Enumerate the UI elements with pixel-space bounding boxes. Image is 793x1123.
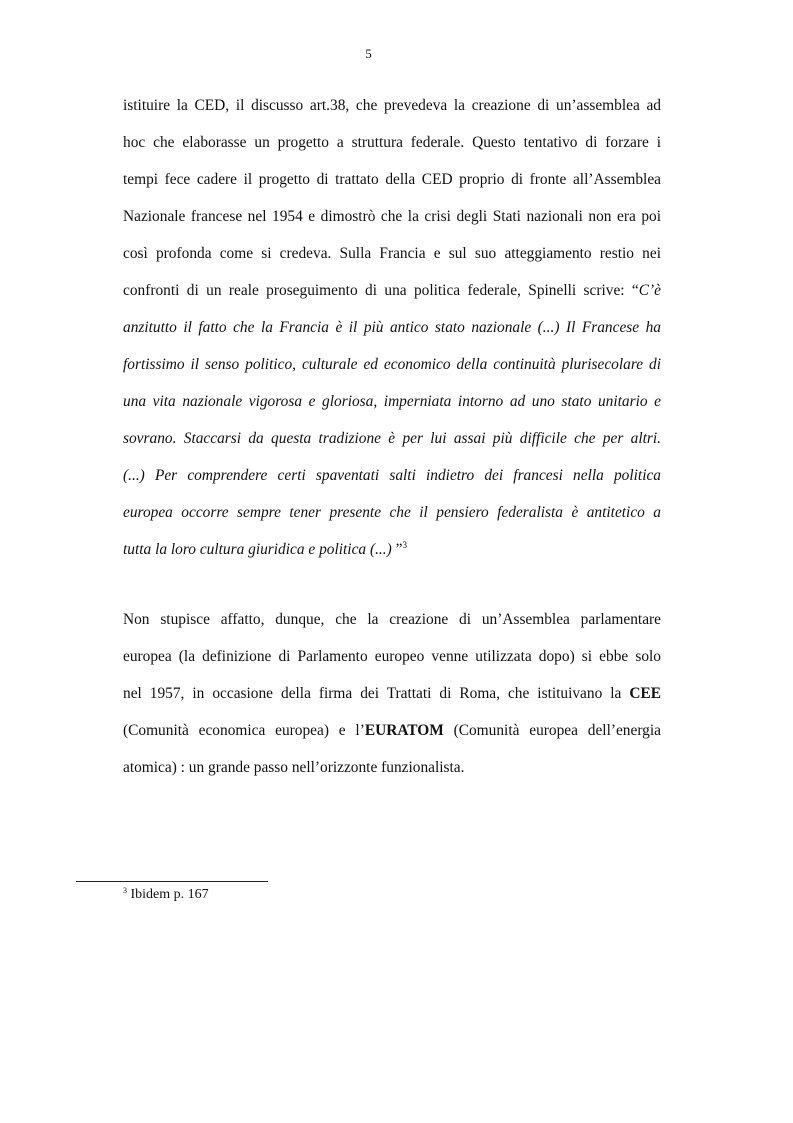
text-line: atomica) : un grande passo nell’orizzonte funzionalista. bbox=[123, 759, 465, 776]
text-line: hoc che elaborasse un progetto a struttura federale. Questo tentativo di forzare i bbox=[123, 134, 661, 151]
text-line: europea (la definizione di Parlamento europeo venne utilizzata dopo) si ebbe solo bbox=[123, 648, 661, 665]
quote-italic: tutta la loro cultura giuridica e politica (...) bbox=[123, 541, 392, 558]
text-segment: (Comunità economica europea) e l’ bbox=[123, 722, 365, 739]
paragraph-assembly bbox=[123, 601, 661, 786]
quote-close: ” bbox=[391, 541, 403, 558]
text-line: tempi fece cadere il progetto di trattato della CED proprio di fronte all’Assemblea bbox=[123, 171, 661, 188]
text-line: Non stupisce affatto, dunque, che la creazione di un’Assemblea parlamentare bbox=[123, 611, 661, 628]
text-line bbox=[123, 712, 661, 749]
footnote bbox=[123, 887, 209, 903]
footnote-divider bbox=[76, 881, 268, 882]
quote-line: anzitutto il fatto che la Francia è il più antico stato nazionale (...) Il Francese ha bbox=[123, 319, 661, 336]
text-line: Nazionale francese nel 1954 e dimostrò che la crisi degli Stati nazionali non era poi bbox=[123, 208, 661, 225]
paragraph-ced bbox=[123, 87, 661, 568]
quote-line bbox=[123, 531, 661, 568]
quote-line: una vita nazionale vigorosa e gloriosa, imperniata intorno ad uno stato unitario e bbox=[123, 393, 661, 410]
text-line: così profonda come si credeva. Sulla Francia e sul suo atteggiamento restio nei bbox=[123, 245, 661, 262]
text-line bbox=[123, 272, 661, 309]
footnote-reference[interactable]: 3 bbox=[402, 540, 407, 550]
footnote-number: 3 bbox=[123, 886, 127, 895]
term-euratom: EURATOM bbox=[364, 722, 444, 739]
text-segment: nel 1957, in occasione della firma dei Trattati di Roma, che istituivano la bbox=[123, 685, 630, 702]
quote-line: europea occorre sempre tener presente che il pensiero federalista è antitetico a bbox=[123, 504, 661, 521]
quote-line: sovrano. Staccarsi da questa tradizione è per lui assai più difficile che per altri. bbox=[123, 430, 661, 447]
term-cee: CEE bbox=[629, 685, 661, 702]
quote-line: (...) Per comprendere certi spaventati salti indietro dei francesi nella politica bbox=[123, 467, 661, 484]
quote-line: fortissimo il senso politico, culturale ed economico della continuità plurisecolare di bbox=[123, 356, 661, 373]
quote-italic: C’è bbox=[638, 282, 661, 299]
text-segment: confronti di un reale proseguimento di una politica federale, Spinelli scrive: “ bbox=[123, 282, 639, 299]
page-number: 5 bbox=[365, 46, 372, 61]
footnote-text: Ibidem p. 167 bbox=[127, 887, 209, 902]
text-segment: (Comunità europea dell’energia bbox=[443, 722, 661, 739]
text-line bbox=[123, 675, 661, 712]
text-line: istituire la CED, il discusso art.38, che prevedeva la creazione di un’assemblea ad bbox=[123, 97, 661, 114]
